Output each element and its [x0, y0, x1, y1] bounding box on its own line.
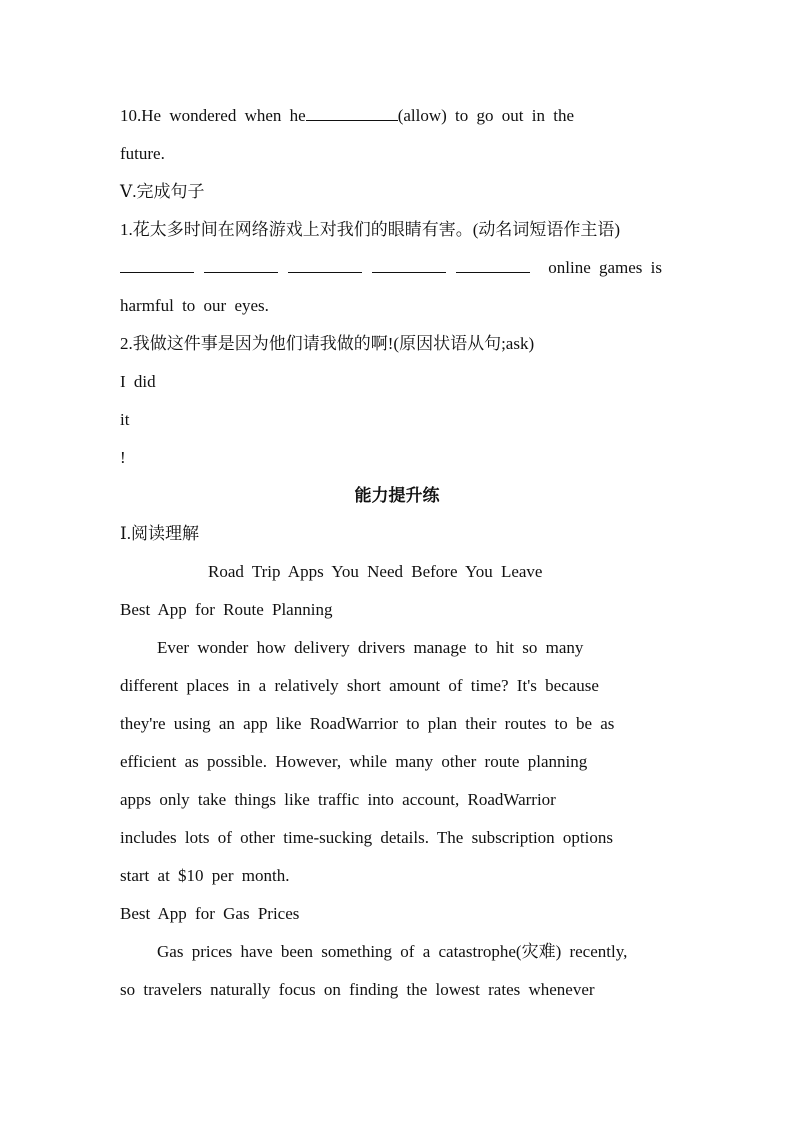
answer-blank[interactable] [456, 256, 530, 273]
answer-blank[interactable] [204, 256, 278, 273]
sentence-2-prompt: 2.我做这件事是因为他们请我做的啊!(原因状语从句;ask) [120, 334, 535, 353]
answer-blank[interactable] [288, 256, 362, 273]
section-heading-complete-sentences: Ⅴ.完成句子 [120, 182, 205, 201]
question-10-text-start: 10.He wondered when he [120, 106, 306, 125]
sentence-1-answer-text: online games is [548, 258, 663, 277]
answer-blank[interactable] [306, 104, 398, 121]
paragraph-line: so travelers naturally focus on finding the lowest rates whenever [120, 980, 595, 999]
sentence-1-answer-line [120, 256, 684, 280]
paragraph-line: Gas prices have been something of a catastrophe(灾难) recently, [157, 942, 628, 961]
question-10-continued: future. [120, 144, 165, 163]
paragraph-line: efficient as possible. However, while many other route planning [120, 752, 588, 771]
subheading-gas-prices: Best App for Gas Prices [120, 904, 300, 923]
paragraph-line: includes lots of other time-sucking details. The subscription options [120, 828, 613, 847]
paragraph-line: Ever wonder how delivery drivers manage to hit so many [157, 638, 584, 657]
answer-blank[interactable] [120, 256, 194, 273]
section-title: 能力提升练 [354, 486, 440, 505]
sentence-1-prompt: 1.花太多时间在网络游戏上对我们的眼睛有害。(动名词短语作主语) [120, 220, 621, 239]
answer-blank[interactable] [372, 256, 446, 273]
paragraph-line: different places in a relatively short amount of time? It's because [120, 676, 599, 695]
subheading-route-planning: Best App for Route Planning [120, 600, 333, 619]
paragraph-line: they're using an app like RoadWarrior to plan their routes to be as [120, 714, 615, 733]
sentence-2-answer-end: ! [120, 448, 126, 467]
article-title: Road Trip Apps You Need Before You Leave [208, 562, 543, 581]
sentence-2-answer-start: I did [120, 372, 156, 391]
paragraph-line: start at $10 per month. [120, 866, 290, 885]
sentence-1-answer-continued: harmful to our eyes. [120, 296, 269, 315]
section-heading-reading: Ⅰ.阅读理解 [120, 524, 199, 543]
question-10 [120, 104, 684, 128]
paragraph-line: apps only take things like traffic into account, RoadWarrior [120, 790, 556, 809]
question-10-text-end: (allow) to go out in the [397, 106, 574, 125]
sentence-2-answer-middle: it [120, 410, 130, 429]
